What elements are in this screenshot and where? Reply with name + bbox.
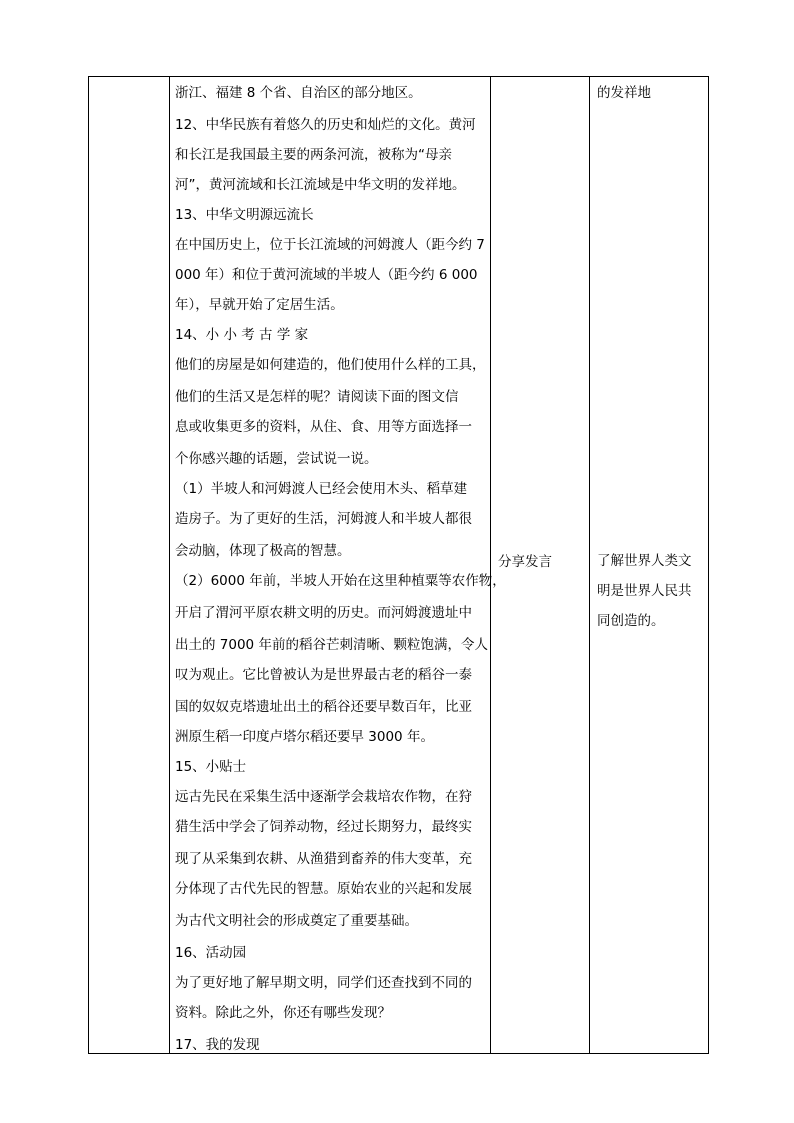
content-line: 国的奴奴克塔遗址出土的稻谷还要早数百年，比亚 [175,699,472,715]
content-line: 12、中华民族有着悠久的历史和灿烂的文化。黄河 [175,117,476,133]
content-line: 河”，黄河流域和长江流域是中华文明的发祥地。 [175,177,466,193]
goal-cell [590,77,709,1054]
activity-cell [491,77,590,1054]
content-line: 15、小贴士 [175,759,247,775]
content-line: 14、小 小 考 古 学 家 [175,327,309,343]
content-line: 资料。除此之外，你还有哪些发现？ [175,1005,391,1021]
content-line: 分体现了古代先民的智慧。原始农业的兴起和发展 [175,881,472,897]
content-line: 年），早就开始了定居生活。 [175,297,344,313]
content-line: 13、中华文明源远流长 [175,207,314,223]
content-line: 和长江是我国最主要的两条河流，被称为“母亲 [175,147,452,163]
content-line: 000 年）和位于黄河流域的半坡人（距今约 6 000 [175,267,478,283]
content-line: 出土的 7000 年前的稻谷芒刺清晰、颗粒饱满，令人 [175,637,488,653]
goal-line: 了解世界人类文 [597,553,692,569]
content-line: 他们的房屋是如何建造的，他们使用什么样的工具， [175,357,486,373]
lesson-table [88,76,709,1054]
content-line: 17、我的发现 [175,1037,260,1053]
goal-line: 同创造的。 [597,613,665,629]
content-line: 息或收集更多的资料，从住、食、用等方面选择一 [175,419,472,435]
content-line: 远古先民在采集生活中逐渐学会栽培农作物，在狩 [175,789,472,805]
content-line: 16、活动园 [175,945,247,961]
share-speech-label: 分享发言 [498,554,552,570]
content-line: 叹为观止。它比曾被认为是世界最古老的稻谷一泰 [175,667,472,683]
content-line: 现了从采集到农耕、从渔猎到畜养的伟大变革，充 [175,851,472,867]
content-line: 造房子。为了更好的生活，河姆渡人和半坡人都很 [175,511,472,527]
content-line: 为古代文明社会的形成奠定了重要基础。 [175,913,418,929]
content-line: 个你感兴趣的话题，尝试说一说。 [175,451,378,467]
content-line: 会动脑，体现了极高的智慧。 [175,543,351,559]
content-line: 在中国历史上，位于长江流域的河姆渡人（距今约 7 [175,237,485,253]
content-line: （1）半坡人和河姆渡人已经会使用木头、稻草建 [175,481,468,497]
content-line: 开启了渭河平原农耕文明的历史。而河姆渡遗址中 [175,605,472,621]
content-line: 浙江、福建 8 个省、自治区的部分地区。 [175,85,422,101]
goal-line: 明是世界人民共 [597,583,692,599]
content-line: 洲原生稻一印度卢塔尔稻还要早 3000 年。 [175,729,434,745]
content-cell [170,77,506,1054]
goal-top-note: 的发祥地 [597,85,651,101]
table-row [89,77,709,1054]
content-line: 他们的生活又是怎样的呢？请阅读下面的图文信 [175,389,459,405]
blank-cell [89,77,170,1054]
content-line: 猎生活中学会了饲养动物，经过长期努力，最终实 [175,819,472,835]
content-line: （2）6000 年前，半坡人开始在这里种植粟等农作物， [175,573,506,589]
content-line: 为了更好地了解早期文明，同学们还查找到不同的 [175,975,472,991]
